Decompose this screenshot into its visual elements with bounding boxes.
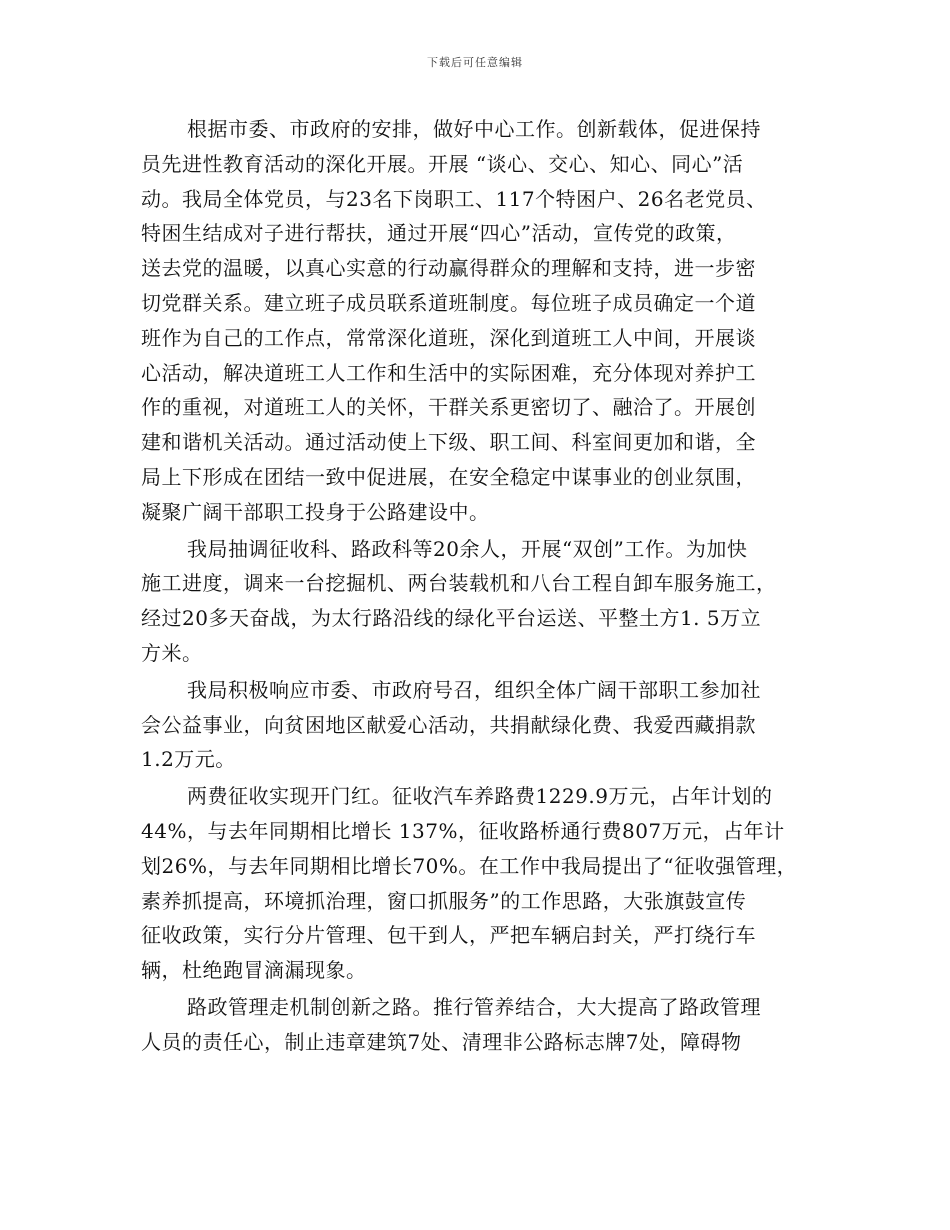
text-line: 送去党的温暖，以真心实意的行动赢得群众的理解和支持，进一步密 [141,256,756,281]
text-line: 根据市委、市政府的安排，做好中心工作。创新载体，促进保持 [187,117,761,141]
text-line: 作的重视，对道班工人的关怀，干群关系更密切了、融洽了。开展创 [141,395,756,420]
paragraph [141,112,813,530]
text-line: 动。我局全体党员，与23名下岗职工、117个特困户、26名老党员、 [141,186,767,211]
document-body [141,112,813,1062]
page-header: 下载后可任意编辑 [427,56,523,69]
paragraph [141,673,813,777]
text-line: 经过20多天奋战，为太行路沿线的绿化平台运送、平整土方1. 5万立 [141,606,762,631]
text-line: 建和谐机关活动。通过活动使上下级、职工间、科室间更加和谐，全 [141,430,756,455]
text-line: 班作为自己的工作点，常常深化道班，深化到道班工人中间，开展谈 [141,325,756,350]
text-line: 两费征收实现开门红。征收汽车养路费1229.9万元，占年计划的 [187,784,773,809]
text-line: 44%，与去年同期相比增长 137%，征收路桥通行费807万元，占年计 [141,818,785,843]
text-line: 特困生结成对子进行帮扶，通过开展“四心”活动，宣传党的政策， [141,221,737,246]
paragraph [141,990,813,1060]
text-line: 人员的责任心，制止违章建筑7处、清理非公路标志牌7处，障碍物 [141,1029,742,1054]
text-line: 局上下形成在团结一致中促进展，在安全稳定中谋事业的创业氛围， [141,464,756,489]
text-line: 1.2万元。 [141,747,236,772]
text-line: 辆，杜绝跑冒滴漏现象。 [141,958,367,983]
text-line: 员先进性教育活动的深化开展。开展 “谈心、交心、知心、同心”活 [141,151,744,176]
text-line: 会公益事业，向贫困地区献爱心活动，共捐献绿化费、我爱西藏捐款 [141,712,756,737]
text-line: 施工进度，调来一台挖掘机、两台装载机和八台工程自卸车服务施工， [141,571,777,596]
text-line: 心活动，解决道班工人工作和生活中的实际困难，充分体现对养护工 [141,360,756,385]
text-line: 我局积极响应市委、市政府号召，组织全体广阔干部职工参加社 [187,677,761,702]
text-line: 征收政策，实行分片管理、包干到人，严把车辆启封关，严打绕行车 [141,923,756,948]
paragraph [141,532,813,671]
text-line: 凝聚广阔干部职工投身于公路建设中。 [141,499,490,524]
text-line: 划26%，与去年同期相比增长70%。在工作中我局提出了“征收强管理， [141,853,798,878]
text-line: 我局抽调征收科、路政科等20余人，开展“双创”工作。为加快 [187,536,748,561]
text-line: 方米。 [141,640,203,665]
paragraph [141,779,813,988]
text-line: 切党群关系。建立班子成员联系道班制度。每位班子成员确定一个道 [141,290,756,315]
text-line: 路政管理走机制创新之路。推行管养结合，大大提高了路政管理 [187,994,761,1019]
text-line: 素养抓提高，环境抓治理，窗口抓服务”的工作思路，大张旗鼓宣传 [141,888,747,913]
